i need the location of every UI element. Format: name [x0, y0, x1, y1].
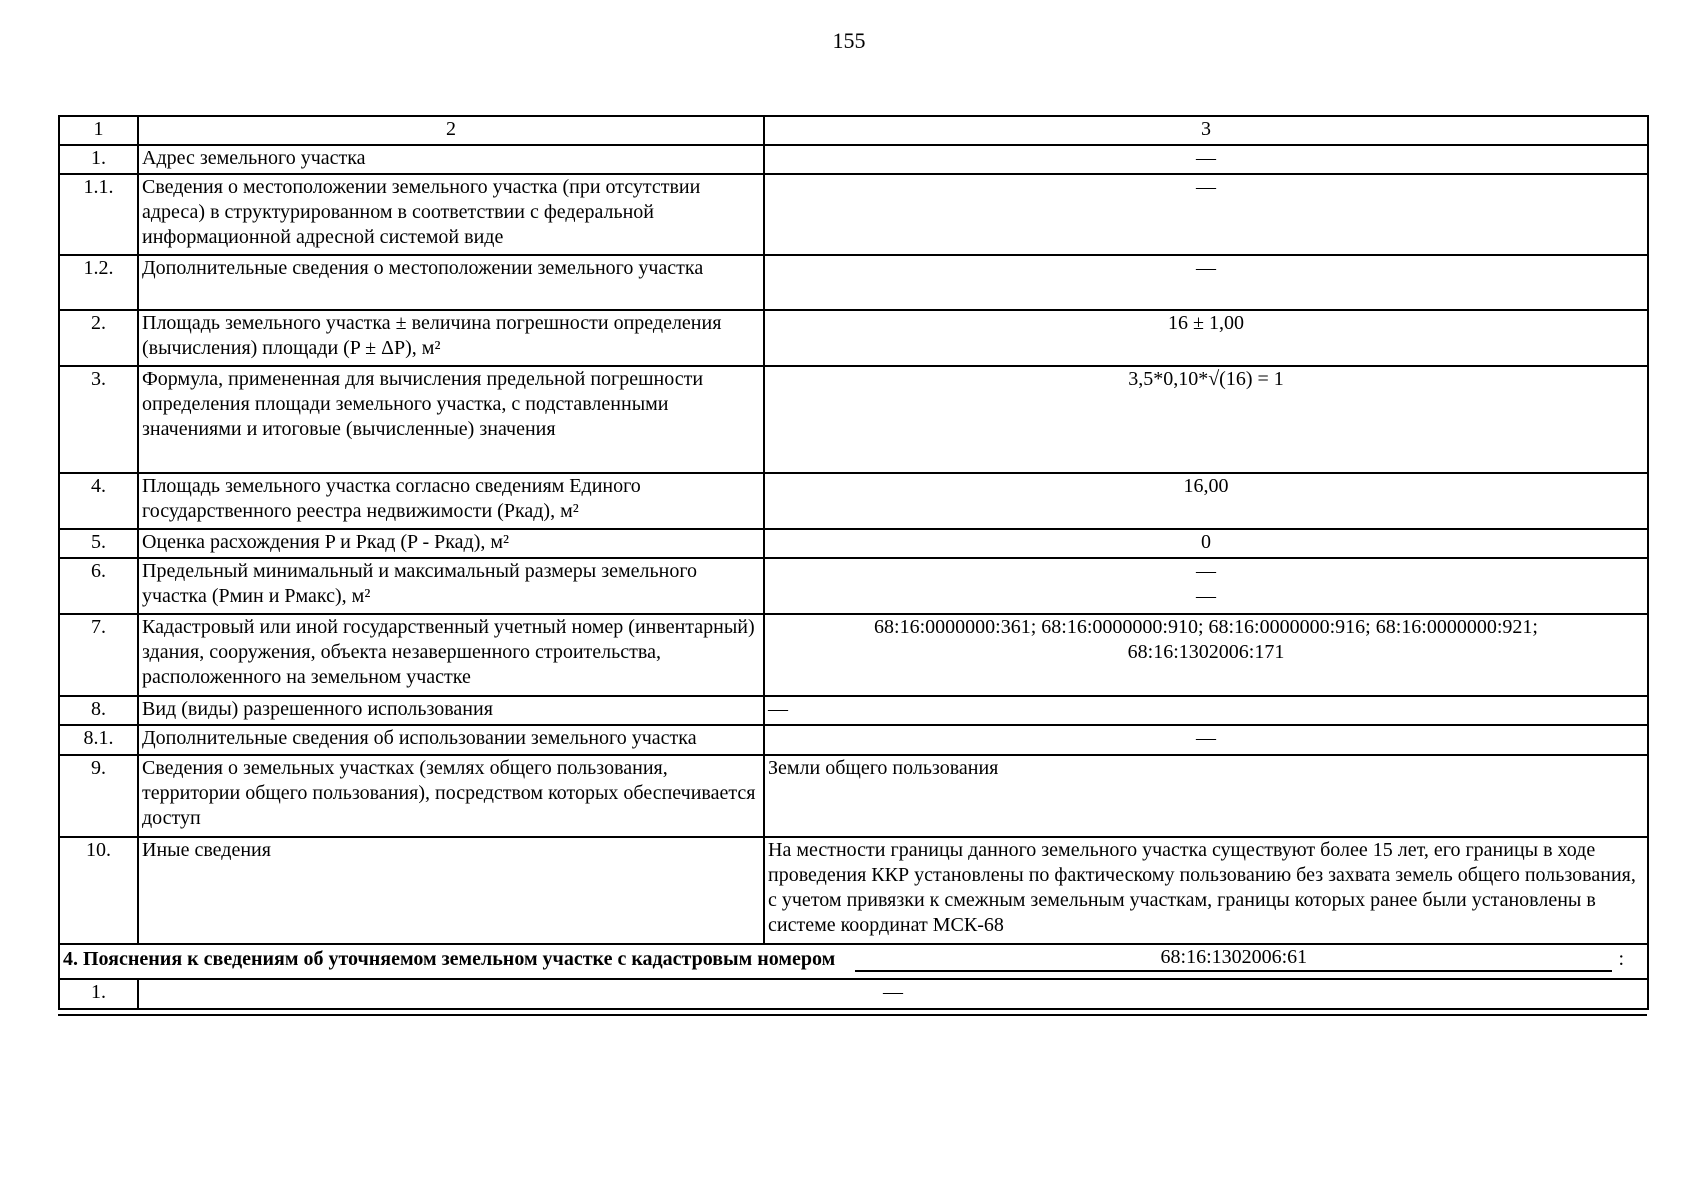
- table-row: [59, 725, 1648, 755]
- row-label: Формула, примененная для вычисления предельной погрешности определения площади земельного участка, с подставленными значениями и итоговые (вычисленные) значения: [138, 366, 764, 473]
- table-row: [59, 145, 1648, 174]
- row-value: —: [138, 979, 1648, 1009]
- row-label: Предельный минимальный и максимальный размеры земельного участка (Pмин и Pмакс), м²: [138, 558, 764, 614]
- row-label: Адрес земельного участка: [138, 145, 764, 174]
- row-number: 8.: [59, 696, 138, 725]
- row-value: —: [764, 255, 1648, 310]
- table-row: [59, 755, 1648, 837]
- row-label: Дополнительные сведения об использовании земельного участка: [138, 725, 764, 755]
- row-value: 3,5*0,10*√(16) = 1: [764, 366, 1648, 473]
- table-row: [59, 837, 1648, 944]
- header-row: [59, 116, 1648, 145]
- table-row: [59, 979, 1648, 1009]
- row-number: 1.2.: [59, 255, 138, 310]
- header-col-2: 2: [138, 116, 764, 145]
- table-row: [59, 255, 1648, 310]
- row-number: 1.: [59, 145, 138, 174]
- section-4-colon: :: [1618, 948, 1624, 970]
- row-value: 0: [764, 529, 1648, 558]
- row-number: 2.: [59, 310, 138, 366]
- cadastral-numbers-line-1: 68:16:0000000:361; 68:16:0000000:910; 68:16:0000000:916; 68:16:0000000:921;: [874, 616, 1538, 638]
- page-number: 155: [832, 28, 866, 53]
- table-row: [59, 529, 1648, 558]
- table-row: [59, 558, 1648, 614]
- row-number: 7.: [59, 614, 138, 696]
- row-number: 1.: [59, 979, 138, 1009]
- row-label: Сведения о земельных участках (землях общего пользования, территории общего пользования), посредством которых обеспечивается доступ: [138, 755, 764, 837]
- table-row: [59, 614, 1648, 696]
- row-value: Земли общего пользования: [764, 755, 1648, 837]
- max-size-value: —: [1196, 585, 1216, 607]
- row-value: —: [764, 145, 1648, 174]
- table-row: [59, 310, 1648, 366]
- row-value: На местности границы данного земельного участка существуют более 15 лет, его границы в ходе проведения ККР установлены по фактическому пользованию без захвата земель общего пользования, с учетом привязки к смежным земельным участкам, границы которых ранее были установлены в системе координат МСК-68: [764, 837, 1648, 944]
- row-label: Кадастровый или иной государственный учетный номер (инвентарный) здания, сооружения, объекта незавершенного строительства, расположенного на земельном участке: [138, 614, 764, 696]
- land-plot-info-table: [58, 115, 1649, 1010]
- table-row: [59, 174, 1648, 255]
- min-size-value: —: [1196, 560, 1216, 582]
- row-number: 10.: [59, 837, 138, 944]
- row-number: 3.: [59, 366, 138, 473]
- row-value: [764, 614, 1648, 696]
- header-col-3: 3: [764, 116, 1648, 145]
- row-value: [764, 558, 1648, 614]
- row-label: Площадь земельного участка ± величина погрешности определения (вычисления) площади (P ± ΔP), м²: [138, 310, 764, 366]
- row-label: Площадь земельного участка согласно сведениям Единого государственного реестра недвижимости (Ркад), м²: [138, 473, 764, 529]
- row-value: 16 ± 1,00: [764, 310, 1648, 366]
- table-row: [59, 366, 1648, 473]
- row-value: —: [764, 696, 1648, 725]
- row-label: Вид (виды) разрешенного использования: [138, 696, 764, 725]
- row-number: 9.: [59, 755, 138, 837]
- row-value: —: [764, 725, 1648, 755]
- row-value: —: [764, 174, 1648, 255]
- section-4-header-row: [59, 944, 1648, 979]
- cadastral-numbers-line-2: 68:16:1302006:171: [1127, 641, 1285, 663]
- row-number: 4.: [59, 473, 138, 529]
- table-row: [59, 696, 1648, 725]
- table-bottom-rule: [58, 1014, 1647, 1016]
- header-col-1: 1: [59, 116, 138, 145]
- row-label: Сведения о местоположении земельного участка (при отсутствии адреса) в структурированном в соответствии с федеральной информационной адресной системой виде: [138, 174, 764, 255]
- section-4-title: 4. Пояснения к сведениям об уточняемом земельном участке с кадастровым номером: [63, 948, 836, 970]
- row-label: Иные сведения: [138, 837, 764, 944]
- row-value: 16,00: [764, 473, 1648, 529]
- row-number: 6.: [59, 558, 138, 614]
- row-label: Оценка расхождения P и Ркад (P - Ркад), м²: [138, 529, 764, 558]
- row-label: Дополнительные сведения о местоположении земельного участка: [138, 255, 764, 310]
- cadastral-number-field: 68:16:1302006:61: [855, 945, 1612, 972]
- row-number: 1.1.: [59, 174, 138, 255]
- table-row: [59, 473, 1648, 529]
- row-number: 8.1.: [59, 725, 138, 755]
- row-number: 5.: [59, 529, 138, 558]
